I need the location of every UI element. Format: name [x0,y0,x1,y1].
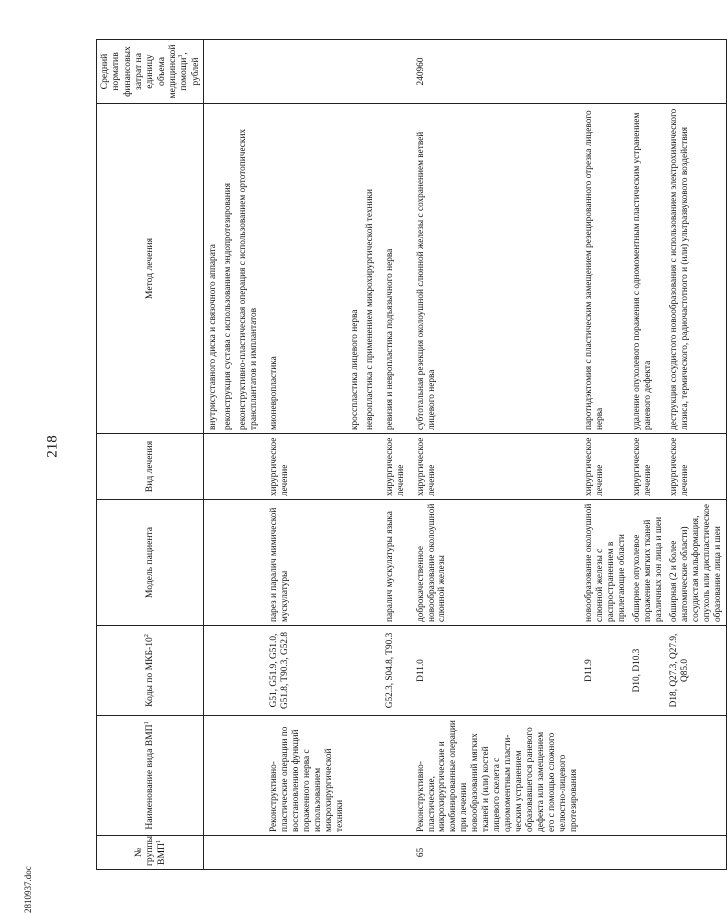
cell-vmp-name [348,716,363,836]
cell-average-cost [630,40,667,104]
cell-patient-model [236,500,262,626]
header-treatment-type: Вид лечения [97,434,204,500]
table-row [236,40,262,870]
cell-group-number [221,836,236,870]
cell-treatment-type: хирургическое лечение [667,434,726,500]
cell-group-number [363,836,378,870]
cell-patient-model [221,500,236,626]
cell-patient-model: паралич мускулатуры языка [383,500,409,626]
cell-vmp-name: Реконструктивно-пластические операции по восстановлению функций пораженного нерва с использованием микрохирургической техники [267,716,348,836]
cell-vmp-name [630,716,667,836]
cell-patient-model: парез и паралич мимической мускулатуры [267,500,348,626]
table-row [383,40,409,870]
cell-group-number [667,836,726,870]
cell-treatment-type: хирургическое лечение [582,434,630,500]
cell-average-cost [267,40,348,104]
header-patient-model: Модель пациента [97,500,204,626]
cell-average-cost [363,40,378,104]
cell-treatment-method: удаление опухолевого поражения с одномоментным пластическим устранением раневого дефекта [630,104,667,434]
cell-icd-codes [206,626,221,716]
cell-icd-codes [236,626,262,716]
cell-treatment-method: кросспластика лицевого нерва [348,104,363,434]
cell-icd-codes: G51, G51.9, G51.0, G51.8, T90.3, G52.8 [267,626,348,716]
table-row [363,40,378,870]
cell-treatment-type [348,434,363,500]
cell-treatment-method: внутрисуставного диска и связочного аппарата [206,104,221,434]
table-row [667,40,726,870]
cell-treatment-method: невропластика с применением микрохирургической техники [363,104,378,434]
cell-icd-codes [348,626,363,716]
header-vmp-name: Наименование вида ВМП$^1$ [97,716,204,836]
page-number: 218 [44,435,61,458]
cell-treatment-method: деструкция сосудистого новообразования с использованием электрохимического лизиса, термического, радиочастотного и (или) ультразвукового воздействия [667,104,726,434]
table-row [221,40,236,870]
cell-group-number [348,836,363,870]
vmp-table [96,39,727,870]
cell-average-cost [206,40,221,104]
cell-vmp-name [582,716,630,836]
cell-patient-model [348,500,363,626]
cell-vmp-name [667,716,726,836]
cell-icd-codes: D11.9 [582,626,630,716]
cell-average-cost [348,40,363,104]
cell-vmp-name [206,716,221,836]
cell-average-cost [582,40,630,104]
cell-patient-model [363,500,378,626]
cell-vmp-name [363,716,378,836]
cell-group-number: 65 [414,836,583,870]
cell-patient-model [206,500,221,626]
cell-group-number [383,836,409,870]
header-group-number: № группы ВМП$^1$ [97,836,204,870]
cell-group-number [206,836,221,870]
document-id: 2810937.doc [23,866,33,913]
cell-group-number [236,836,262,870]
cell-patient-model: новообразование околоушной слюнной железы с распространением в прилегающие области [582,500,630,626]
cell-treatment-method: реконструктивно-пластическая операция с использованием ортотопических трансплантатов и имплантатов [236,104,262,434]
table-header-row [97,40,204,870]
cell-average-cost [383,40,409,104]
cell-group-number [267,836,348,870]
header-average-cost: Средний норматив финансовых затрат на единицу объема медицинской помощи$^3$, рублей [97,40,204,104]
cell-patient-model: обширная (2 и более анатомические области) сосудистая мальформация, опухоль или диспластическое образование лица и шеи [667,500,726,626]
cell-treatment-method: субтотальная резекция околоушной слюнной железы с сохранением ветвей лицевого нерва [414,104,583,434]
header-treatment-method: Метод лечения [97,104,204,434]
table-row [582,40,630,870]
cell-icd-codes: G52.3, S04.8, T90.3 [383,626,409,716]
cell-treatment-type [236,434,262,500]
table-row [348,40,363,870]
cell-treatment-type: хирургическое лечение [630,434,667,500]
cell-treatment-type [221,434,236,500]
cell-vmp-name [221,716,236,836]
cell-icd-codes: D18, Q27.3, Q27.9, Q85.0 [667,626,726,716]
cell-vmp-name: Реконструктивно-пластические, микрохирургические и комбинированные операции при лечении новообразований мягких тканей и (или) костей лицевого скелета с одномоментным пласти-ческим устранением образовавшегося раневого дефекта или замещением его с помощью сложного челюстно-лицевого протезирования [414,716,583,836]
cell-treatment-method: ревизия и невропластика подъязычного нерва [383,104,409,434]
cell-treatment-method: реконструкция сустава с использованием эндопротезирования [221,104,236,434]
cell-treatment-type: хирургическое лечение [383,434,409,500]
cell-group-number [630,836,667,870]
cell-icd-codes [363,626,378,716]
rotated-table-container [96,40,723,870]
cell-treatment-type: хирургическое лечение [414,434,583,500]
cell-treatment-type: хирургическое лечение [267,434,348,500]
table-row [630,40,667,870]
cell-patient-model: доброкачественное новообразование околоушной слюнной железы [414,500,583,626]
cell-average-cost [236,40,262,104]
cell-treatment-method: мионевропластика [267,104,348,434]
cell-treatment-type [363,434,378,500]
table-row [206,40,221,870]
cell-average-cost [667,40,726,104]
cell-vmp-name [236,716,262,836]
cell-average-cost [221,40,236,104]
cell-icd-codes: D11.0 [414,626,583,716]
table-row [267,40,348,870]
header-icd-codes: Коды по МКБ-$10^2$ [97,626,204,716]
cell-average-cost: 240960 [414,40,583,104]
cell-group-number [582,836,630,870]
cell-treatment-type [206,434,221,500]
cell-patient-model: обширное опухолевое поражение мягких тканей различных зон лица и шеи [630,500,667,626]
cell-icd-codes [221,626,236,716]
cell-treatment-method: паротидэктомия с пластическим замещением резецированного отрезка лицевого нерва [582,104,630,434]
table-row [414,40,583,870]
cell-vmp-name [383,716,409,836]
cell-icd-codes: D10, D10.3 [630,626,667,716]
